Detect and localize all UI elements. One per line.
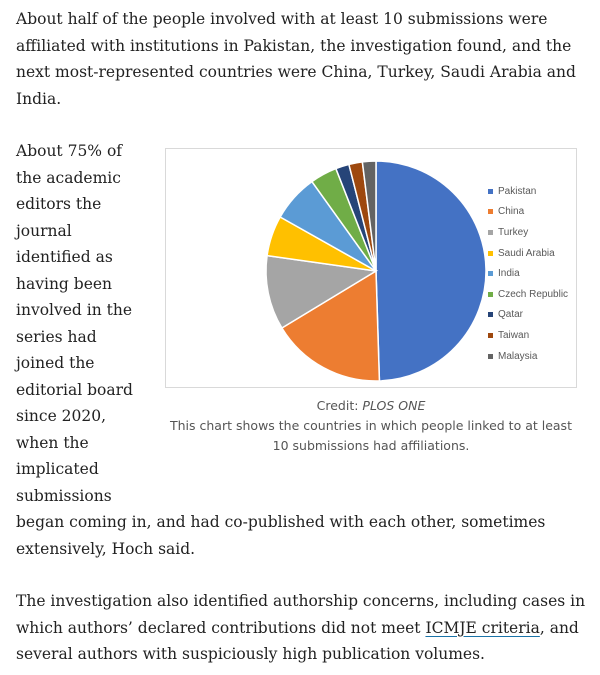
legend-swatch	[488, 292, 493, 297]
legend-swatch	[488, 230, 493, 235]
paragraph-2-rest: began coming in, and had co-published with each other, sometimes extensively, Hoch said.	[16, 513, 546, 558]
figure-caption: This chart shows the countries in which people linked to at least 10 submissions had affiliations.	[170, 418, 572, 453]
figure-credit	[165, 396, 577, 416]
legend-item-pakistan	[488, 181, 568, 202]
chart-figure	[165, 148, 577, 456]
legend-swatch	[488, 209, 493, 214]
legend-label: Taiwan	[498, 329, 530, 341]
legend-item-india	[488, 263, 568, 284]
credit-source: PLOS ONE	[362, 398, 426, 413]
legend-swatch	[488, 271, 493, 276]
legend-label: China	[498, 206, 525, 218]
legend-swatch	[488, 333, 493, 338]
legend-item-malaysia	[488, 346, 568, 367]
credit-prefix: Credit:	[316, 398, 363, 413]
legend-swatch	[488, 189, 493, 194]
legend-swatch	[488, 312, 493, 317]
legend-item-czech-republic	[488, 284, 568, 305]
legend-item-turkey	[488, 222, 568, 243]
paragraph-1: About half of the people involved with at least 10 submissions were affiliated with institutions in Pakistan, the investigation found, and the next most-represented countries were China, Turkey, Saudi Arabia and India.	[16, 10, 576, 108]
paragraph-3-text-a: The investigation also identified authorship concerns, including cases in which authors’ declared contributions did not meet	[16, 592, 586, 637]
icmje-criteria-link[interactable]: ICMJE criteria	[425, 618, 540, 637]
pie-slice-pakistan	[376, 161, 486, 381]
paragraph-2-float: About 75% of the academic editors the journal identified as having been involved in the series had joined the editorial board since 2020, when the implicated submissions	[16, 142, 133, 505]
chart-legend	[488, 181, 568, 366]
legend-swatch	[488, 354, 493, 359]
legend-item-taiwan	[488, 325, 568, 346]
legend-label: Saudi Arabia	[498, 247, 555, 259]
legend-item-qatar	[488, 305, 568, 326]
legend-label: Pakistan	[498, 185, 537, 197]
legend-label: Czech Republic	[498, 288, 569, 300]
paragraph-3-text-b: , and several authors with suspiciously high publication volumes.	[16, 618, 579, 663]
paragraph-3	[16, 588, 588, 668]
legend-label: Malaysia	[498, 350, 538, 362]
legend-swatch	[488, 251, 493, 256]
legend-label: Qatar	[498, 309, 524, 321]
legend-item-saudi-arabia	[488, 243, 568, 264]
legend-label: Turkey	[498, 226, 529, 238]
legend-item-china	[488, 202, 568, 223]
legend-label: India	[498, 268, 520, 280]
pie-chart	[165, 148, 577, 388]
